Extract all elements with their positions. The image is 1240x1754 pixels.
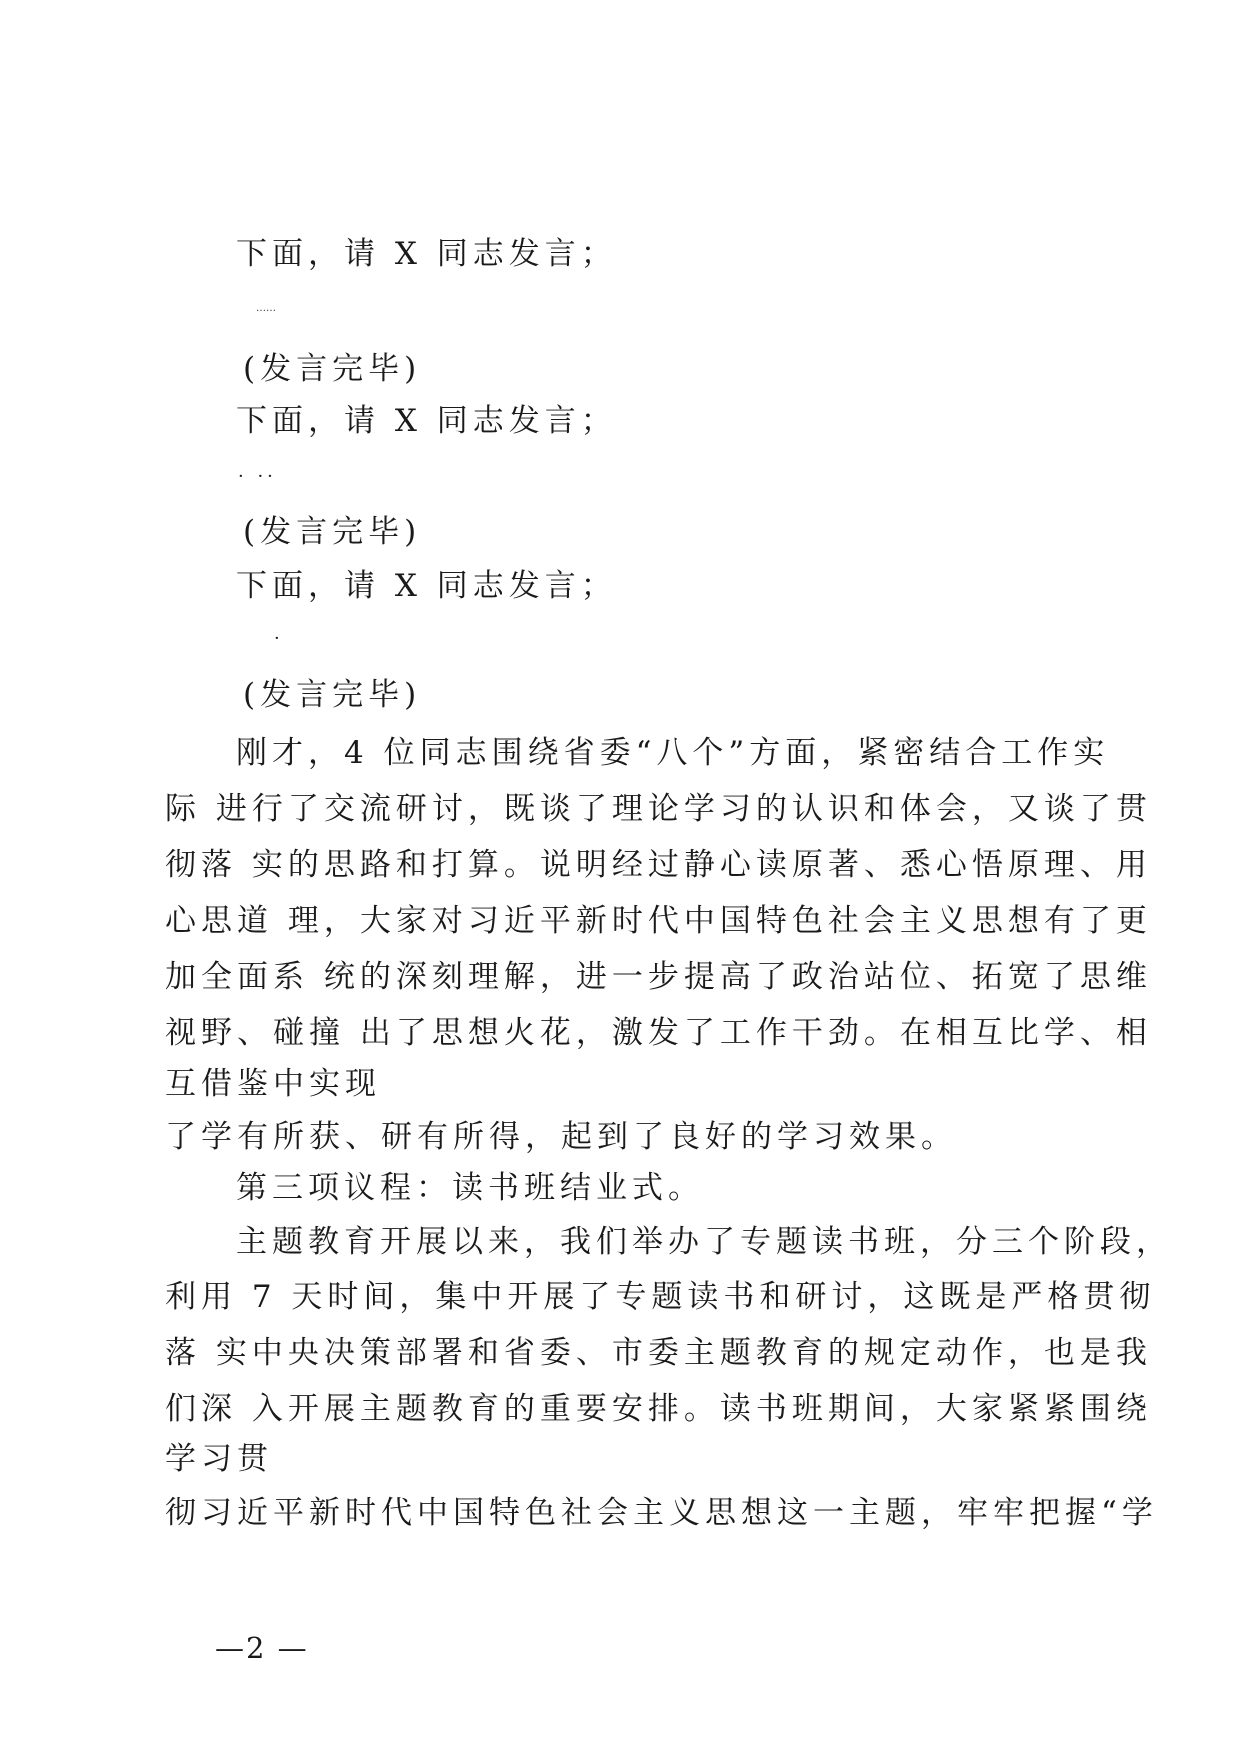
ellipsis-mark-3: · <box>274 628 284 649</box>
paragraph-line: 互借鉴中实现 <box>165 1066 381 1102</box>
paragraph-line: 落 实中央决策部署和省委、市委主题教育的规定动作，也是我 <box>165 1335 1152 1371</box>
paragraph-line: 主题教育开展以来，我们举办了专题读书班，分三个阶段， <box>236 1224 1172 1260</box>
paragraph-line: 彻习近平新时代中国特色社会主义思想这一主题，牢牢把握“学 <box>165 1495 1158 1531</box>
speech-intro-1: 下面，请 X 同志发言； <box>236 236 617 272</box>
agenda-item-three: 第三项议程：读书班结业式。 <box>236 1170 704 1206</box>
paragraph-line: 了学有所获、研有所得，起到了良好的学习效果。 <box>165 1119 957 1155</box>
speech-end-1: (发言完毕) <box>243 351 422 387</box>
speech-end-2: (发言完毕) <box>243 514 422 550</box>
speech-end-3: (发言完毕) <box>243 677 422 713</box>
speech-intro-2: 下面，请 X 同志发言； <box>236 403 617 439</box>
ellipsis-mark-2: · ·· <box>238 466 277 487</box>
paragraph-line: 学习贯 <box>165 1441 273 1477</box>
page-number: —2 — <box>215 1631 309 1665</box>
speech-intro-3: 下面，请 X 同志发言； <box>236 568 617 604</box>
paragraph-line: 加全面系 统的深刻理解，进一步提高了政治站位、拓宽了思维 <box>165 959 1152 995</box>
ellipsis-mark-1: …… <box>256 303 276 314</box>
paragraph-line: 际 进行了交流研讨，既谈了理论学习的认识和体会，又谈了贯 <box>165 791 1152 827</box>
paragraph-line: 刚才，4 位同志围绕省委“八个”方面，紧密结合工作实 <box>236 735 1110 771</box>
paragraph-line: 利用 7 天时间，集中开展了专题读书和研讨，这既是严格贯彻 <box>165 1279 1156 1315</box>
paragraph-line: 彻落 实的思路和打算。说明经过静心读原著、悉心悟原理、用 <box>165 847 1152 883</box>
paragraph-line: 视野、碰撞 出了思想火花，激发了工作干劲。在相互比学、相 <box>165 1015 1152 1051</box>
paragraph-line: 们深 入开展主题教育的重要安排。读书班期间，大家紧紧围绕 <box>165 1391 1152 1427</box>
paragraph-line: 心思道 理，大家对习近平新时代中国特色社会主义思想有了更 <box>165 903 1152 939</box>
